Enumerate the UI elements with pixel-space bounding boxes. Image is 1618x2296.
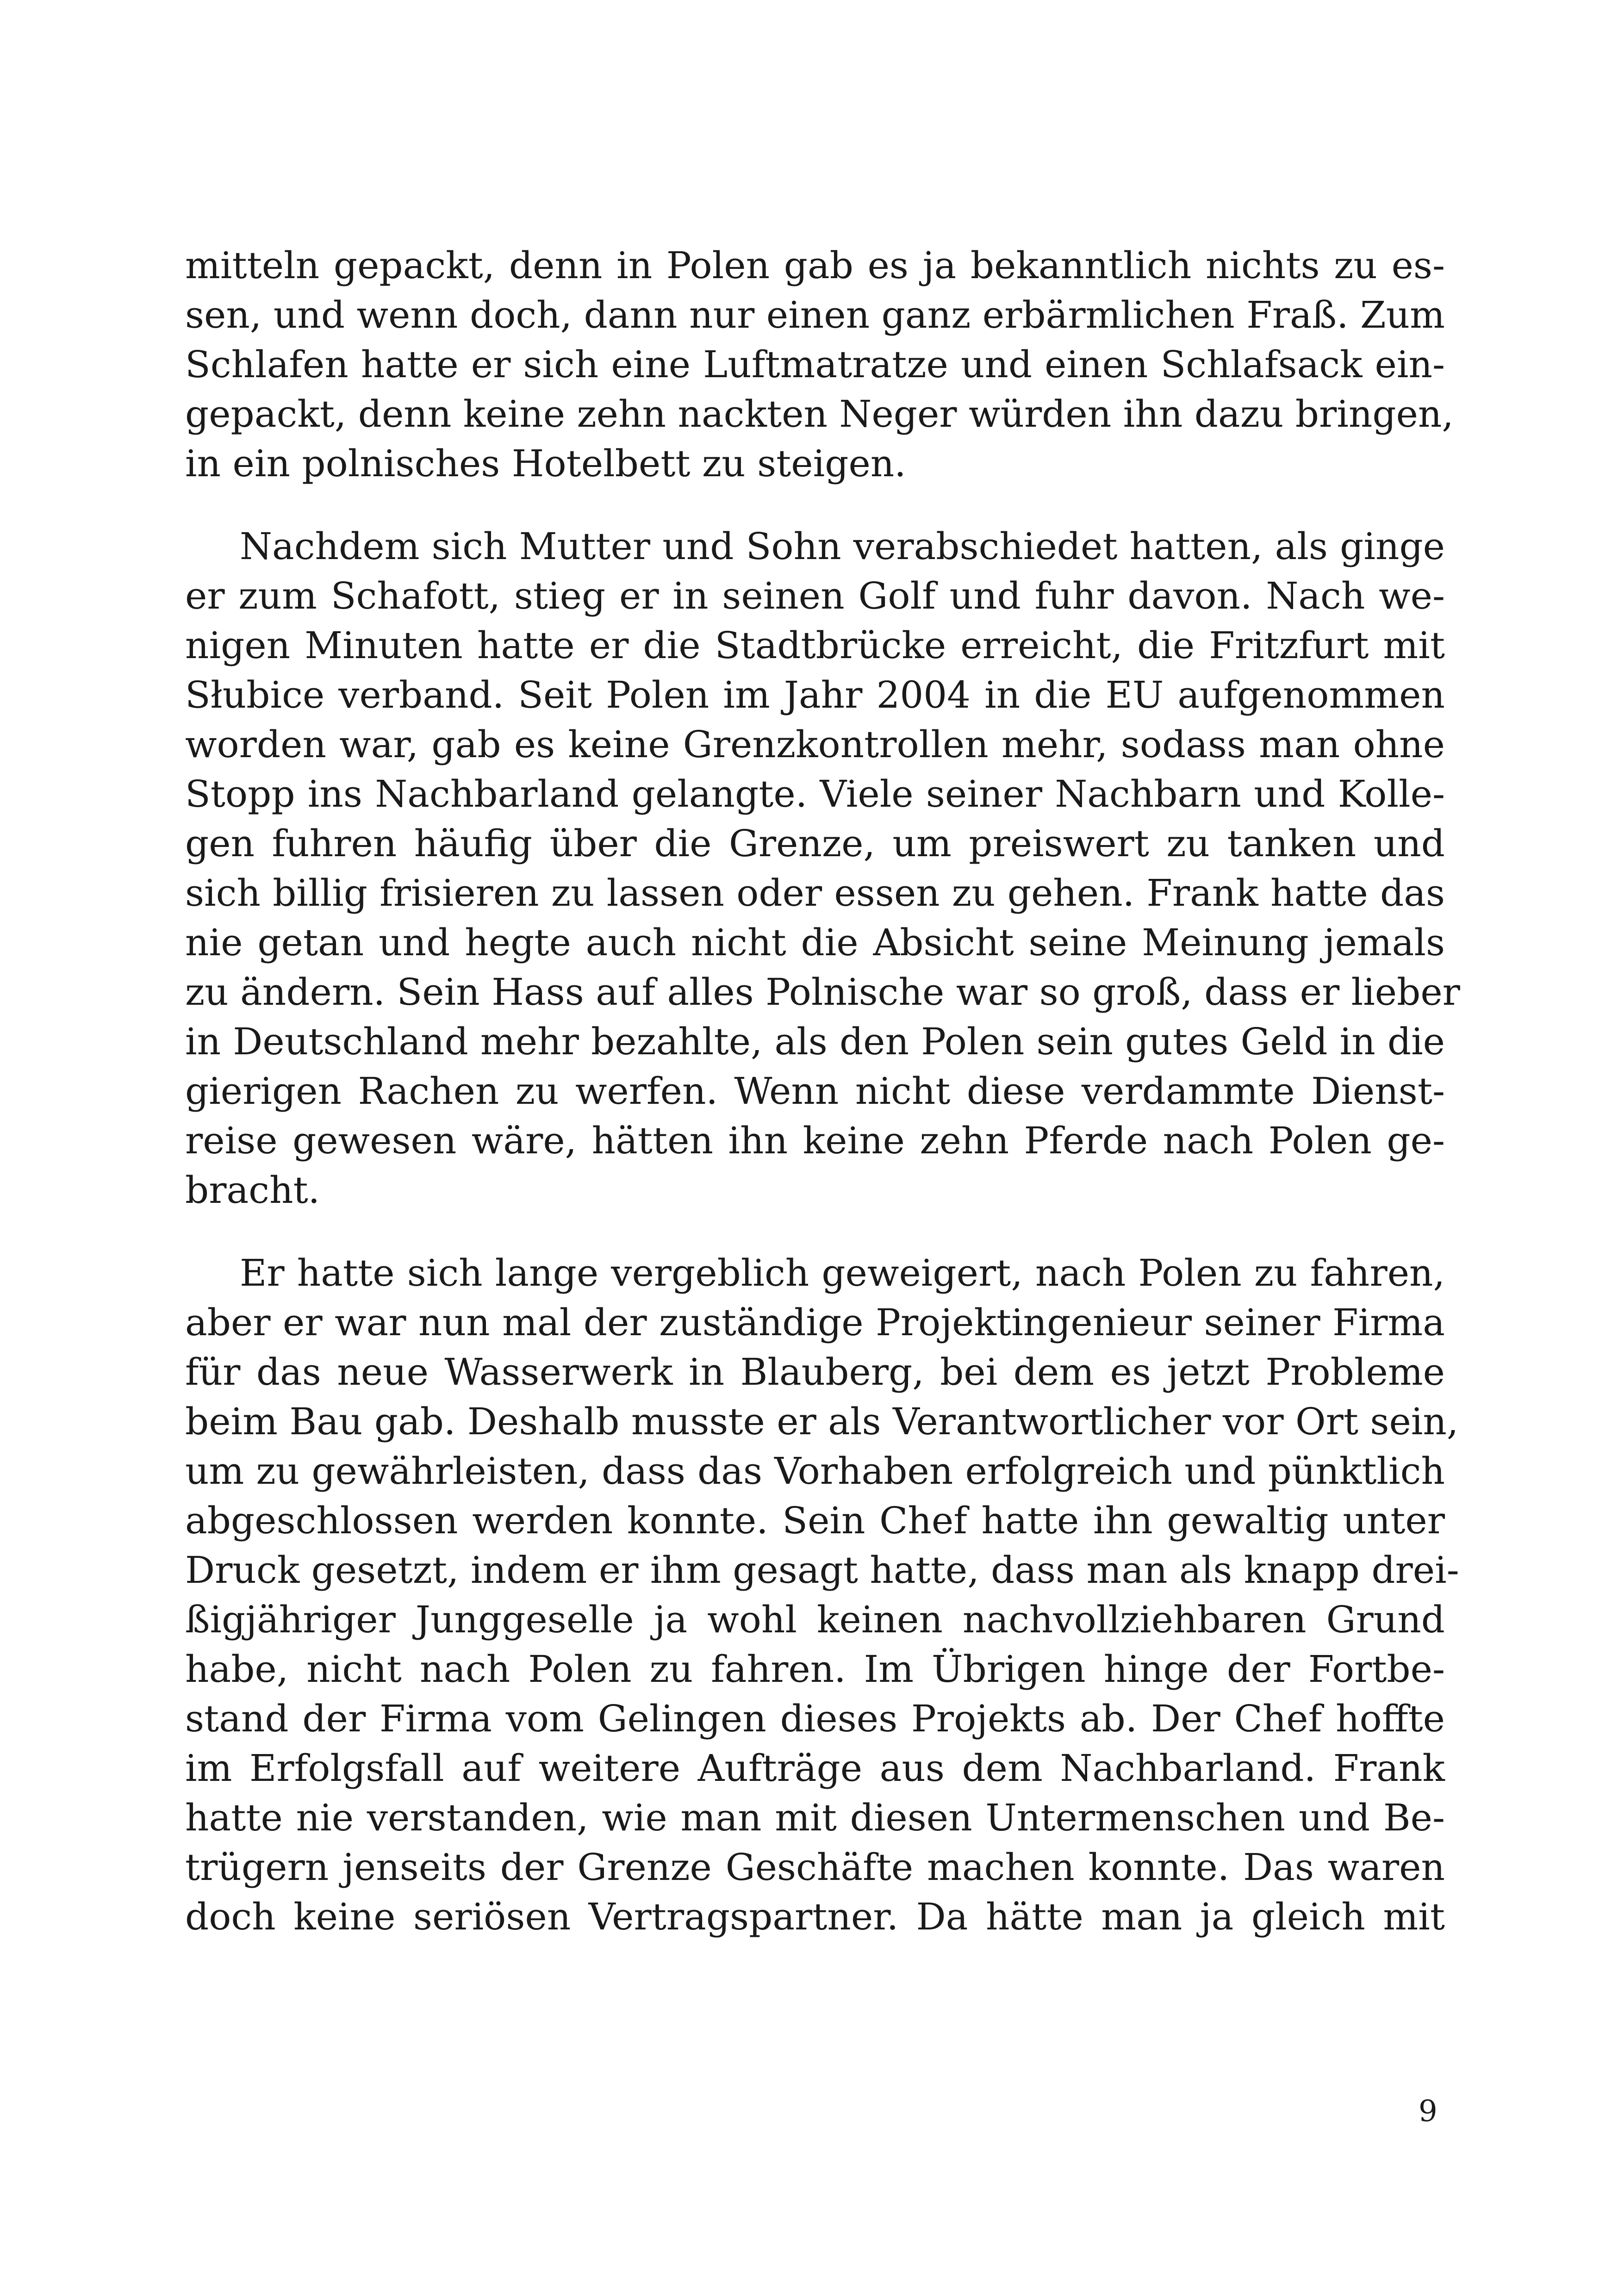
page-number: 9 <box>1419 2094 1438 2128</box>
body-text <box>185 241 1460 1975</box>
text-line: in Deutschland mehr bezahlte, als den Polen sein gutes Geld in die <box>185 1020 1445 1063</box>
text-line: aber er war nun mal der zuständige Projektingenieur seiner Firma <box>185 1301 1445 1344</box>
text-line: trügern jenseits der Grenze Geschäfte machen konnte. Das waren <box>185 1846 1445 1889</box>
text-line: Słubice verband. Seit Polen im Jahr 2004 in die EU aufgenommen <box>185 673 1445 716</box>
text-line: reise gewesen wäre, hätten ihn keine zehn Pferde nach Polen ge- <box>185 1119 1445 1162</box>
text-line: Druck gesetzt, indem er ihm gesagt hatte, dass man als knapp drei- <box>185 1549 1459 1592</box>
paragraph-2 <box>185 522 1460 1215</box>
text-line: gierigen Rachen zu werfen. Wenn nicht diese verdammte Dienst- <box>185 1070 1445 1113</box>
text-line: nigen Minuten hatte er die Stadtbrücke erreicht, die Fritzfurt mit <box>185 624 1445 667</box>
text-line: er zum Schafott, stieg er in seinen Golf und fuhr davon. Nach we- <box>185 574 1445 617</box>
text-line: nie getan und hegte auch nicht die Absicht seine Meinung jemals <box>185 921 1445 964</box>
paragraph-3 <box>185 1248 1459 1941</box>
text-line: für das neue Wasserwerk in Blauberg, bei dem es jetzt Probleme <box>185 1350 1445 1394</box>
text-line: gen fuhren häufig über die Grenze, um preiswert zu tanken und <box>185 822 1445 865</box>
text-line: mitteln gepackt, denn in Polen gab es ja bekanntlich nichts zu es- <box>185 244 1445 287</box>
text-line: habe, nicht nach Polen zu fahren. Im Übrigen hinge der Fortbe- <box>185 1648 1445 1691</box>
text-line: sich billig frisieren zu lassen oder essen zu gehen. Frank hatte das <box>185 871 1445 915</box>
text-line: gepackt, denn keine zehn nackten Neger würden ihn dazu bringen, <box>185 392 1454 436</box>
text-line: in ein polnisches Hotelbett zu steigen. <box>185 442 906 485</box>
text-line: stand der Firma vom Gelingen dieses Projekts ab. Der Chef hoffte <box>185 1697 1445 1740</box>
text-line: Er hatte sich lange vergeblich geweigert, nach Polen zu fahren, <box>240 1251 1445 1294</box>
text-line: beim Bau gab. Deshalb musste er als Verantwortlicher vor Ort sein, <box>185 1400 1459 1443</box>
text-line: Nachdem sich Mutter und Sohn verabschiedet hatten, als ginge <box>240 525 1445 568</box>
text-line: bracht. <box>185 1169 320 1212</box>
text-line: abgeschlossen werden konnte. Sein Chef hatte ihn gewaltig unter <box>185 1499 1445 1542</box>
text-line: doch keine seriösen Vertragspartner. Da hätte man ja gleich mit <box>185 1895 1445 1938</box>
text-line: hatte nie verstanden, wie man mit diesen Untermenschen und Be- <box>185 1796 1445 1839</box>
text-line: zu ändern. Sein Hass auf alles Polnische war so groß, dass er lieber <box>185 971 1460 1014</box>
text-line: sen, und wenn doch, dann nur einen ganz erbärmlichen Fraß. Zum <box>185 293 1445 336</box>
text-line: worden war, gab es keine Grenzkontrollen mehr, sodass man ohne <box>185 723 1445 766</box>
text-line: um zu gewährleisten, dass das Vorhaben erfolgreich und pünktlich <box>185 1450 1445 1493</box>
paragraph-1 <box>185 241 1454 488</box>
text-line: im Erfolgsfall auf weitere Aufträge aus dem Nachbarland. Frank <box>185 1747 1445 1790</box>
text-line: Stopp ins Nachbarland gelangte. Viele seiner Nachbarn und Kolle- <box>185 772 1445 815</box>
text-line: Schlafen hatte er sich eine Luftmatratze und einen Schlafsack ein- <box>185 343 1445 386</box>
text-line: ßigjähriger Junggeselle ja wohl keinen nachvollziehbaren Grund <box>185 1598 1445 1641</box>
